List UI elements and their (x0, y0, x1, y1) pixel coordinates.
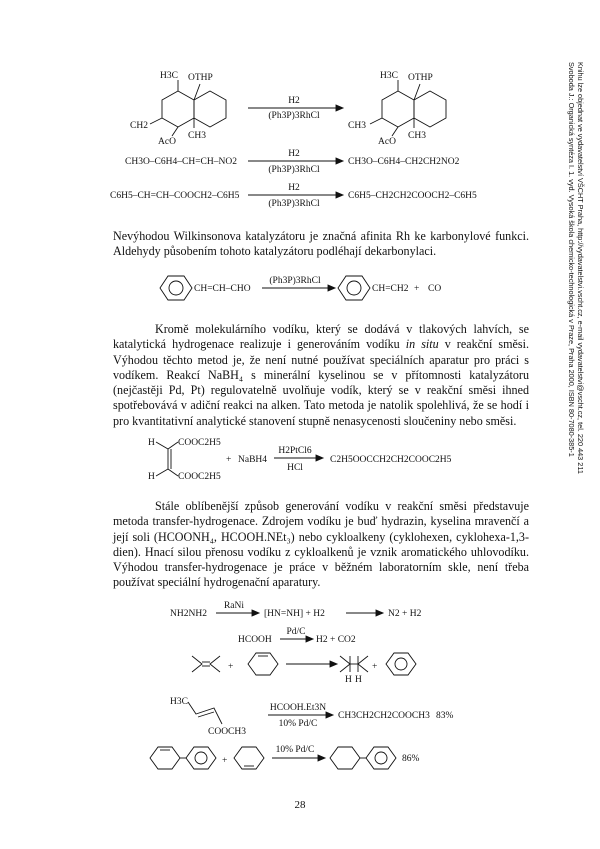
succinate-product: C2H5OOCCH2CH2COOC2H5 (330, 455, 452, 465)
transfer-hydrogenation-schemes (140, 598, 480, 783)
ester-top: COOC2H5 (178, 438, 221, 448)
hcooh-et3n-reagent: HCOOH.Et3N (269, 703, 327, 713)
nitrostyrene-product: CH3O–C6H4–CH2CH2NO2 (348, 157, 460, 167)
aco-label-product: AcO (378, 137, 396, 147)
cinnamate-reactant: C6H5–CH=CH–COOCH2–C6H5 (110, 191, 240, 201)
diimide-intermediate: [HN=NH] + H2 (264, 609, 325, 619)
nitrostyrene-reactant: CH3O–C6H4–CH=CH–NO2 (125, 157, 237, 167)
yield-86: 86% (402, 754, 420, 764)
nitrogen-hydrogen-product: N2 + H2 (388, 609, 422, 619)
reagent-wilkinson: (Ph3P)3RhCl (268, 111, 320, 121)
pd-c-10-reagent-2: 10% Pd/C (275, 745, 315, 755)
page-number: 28 (294, 799, 306, 811)
para2-text-b: v reakční směsi. Výhodou těchto metod je, že není nutné používat speciálních aparatur pro práci s vodíkem. Reakcí NaBH₄ s minerální kyselinou se v přítomnosti katalyzátoru (nejčastěji Pd, Pt) regulovatelně uvolňuje vodík, který se v reakční směsi ihned spotřebovává v adiční reakci na alken. Tato metoda je natolik spolehlivá, že se hodí i pro kvantitativní analytické stanovení stupně nenasycenosti sloučeniny nebo směsi. (113, 337, 529, 428)
ester-bottom: COOC2H5 (178, 472, 221, 482)
plus-sign-10: + (222, 756, 228, 766)
hydrazine: NH2NH2 (170, 609, 207, 619)
hydrogenation-schemes-top (100, 66, 540, 216)
reagent-wilkinson-3: (Ph3P)3RhCl (268, 199, 320, 209)
decarbonylation-scheme (160, 271, 460, 305)
plus-sign-8a: + (228, 662, 234, 672)
side-citation-line1: Svoboda J.: Organická syntéza I. 1. vyd. Vysoká škola chemicko-technologická v Praze, Praha 2000, ISBN 80-7080-385-1 (567, 62, 576, 457)
para2-text-a: Kromě molekulárního vodíku, který se dodává v tlakových lahvích, se katalytická hydrogenace realizuje i generováním vodíku (113, 322, 529, 352)
scheme-crotonate (170, 697, 454, 737)
scheme-cinnamate (110, 183, 477, 209)
h-bottom: H (148, 472, 155, 482)
plus-sign-8b: + (372, 662, 378, 672)
reagent-h2: H2 (288, 96, 300, 106)
h3c-label: H3C (160, 71, 178, 81)
cooch3-crotonate: COOCH3 (208, 727, 247, 737)
reagent-wilkinson-2: (Ph3P)3RhCl (268, 165, 320, 175)
ranev-nickel: RaNi (223, 601, 245, 611)
ch2-label: CH2 (130, 121, 148, 131)
aco-label: AcO (158, 137, 176, 147)
plus-sign-4: + (414, 284, 420, 294)
h-label-1: H (345, 675, 352, 685)
othp-label: OTHP (188, 73, 213, 83)
ch3-label: CH3 (188, 131, 206, 141)
reagent-h2-3: H2 (288, 183, 300, 193)
paragraph-transfer-hydrogenation: Stále oblíbenější způsob generování vodíku v reakční směsi představuje metoda transfer-hydrogenace. Zdrojem vodíku je buď hydrazin, kyselina mravenčí a její soli (HCOONH₄, HCOOH.NEt₃) nebo cykloalkeny (cyklohexen, cyklohexa-1,3-dien). Hnací silou přenosu vodíku z cykloalkenů je vznik aromatického uhlovodíku. Výhodou transfer-hydrogenace je práce v běžném laboratorním skle, není třeba používat speciální hydrogenační aparatury. (113, 499, 529, 590)
h3c-label-product: H3C (380, 71, 398, 81)
h-label-2: H (355, 675, 362, 685)
decalin-reactant (130, 71, 226, 147)
side-citation-line2: Knihu lze objednat ve vydavatelství VŠCHT Praha, http://vydavatelstvi.vscht.cz, e-mail vydavatelstvi@vscht.cz, tel. 220 443 211 (576, 62, 585, 474)
reagent-wilkinson-4: (Ph3P)3RhCl (269, 276, 321, 286)
side-citation (562, 60, 585, 620)
paragraph-wilkinson-note: Nevýhodou Wilkinsonova katalyzátoru je značná afinita Rh ke karbonylové funkci. Aldehydy působením tohoto katalyzátoru podléhají dekarbonylaci. (113, 229, 529, 259)
hcl-reagent: HCl (287, 463, 303, 473)
h2-co2-product: H2 + CO2 (316, 635, 356, 645)
cinnamate-product: C6H5–CH2CH2COOCH2–C6H5 (348, 191, 477, 201)
ch3-label-product: CH3 (408, 131, 426, 141)
pd-c-10-reagent: 10% Pd/C (278, 719, 318, 729)
scheme-cyclohexene-transfer (192, 653, 416, 685)
aldehyde-chain: CH=CH–CHO (194, 284, 251, 294)
nabh4-reagent: NaBH4 (238, 455, 268, 465)
plus-sign-5: + (226, 455, 232, 465)
scheme-hydrazine (170, 601, 422, 619)
maleate-reduction-scheme (140, 433, 480, 485)
paragraph-in-situ-hydrogen (113, 322, 529, 429)
h2ptcl6-catalyst: H2PtCl6 (278, 446, 312, 456)
scheme-formic-acid (238, 627, 356, 645)
scheme-phenylcyclohexene (150, 745, 420, 769)
pd-c-catalyst: Pd/C (286, 627, 306, 637)
othp-label-product: OTHP (408, 73, 433, 83)
ch3-left-label-product: CH3 (348, 121, 366, 131)
h-top: H (148, 438, 155, 448)
reagent-h2-2: H2 (288, 149, 300, 159)
decalin-product (348, 71, 446, 147)
para2-in-situ: in situ (405, 337, 439, 352)
scheme-nitrostyrene (125, 149, 460, 175)
h3c-crotonate: H3C (170, 697, 188, 707)
styrene-chain: CH=CH2 (372, 284, 409, 294)
formic-acid: HCOOH (238, 635, 272, 645)
yield-83: 83% (436, 711, 454, 721)
butyrate-product: CH3CH2CH2COOCH3 (338, 711, 430, 721)
co-byproduct: CO (428, 284, 442, 294)
